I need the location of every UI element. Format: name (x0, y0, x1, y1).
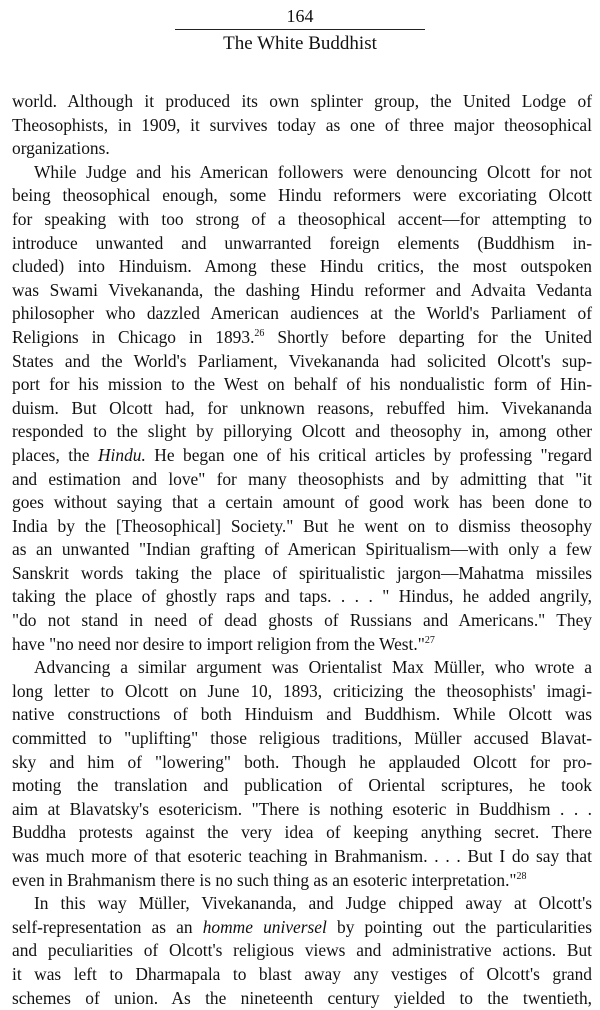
text-line: aim at Blavatsky's esotericism. "There is nothing esoteric in Buddhism . . . (12, 798, 592, 819)
text-line: for speaking with too strong of a theosophical accent—for attempting to (12, 208, 592, 229)
text-line: Buddha protests against the very idea of keeping anything secret. There (12, 822, 592, 843)
text-line: world. Although it produced its own splinter group, the United Lodge of (12, 91, 592, 111)
text-line: organizations. (12, 138, 110, 159)
text-line: schemes of union. As the nineteenth century yielded to the twentieth, (12, 987, 592, 1008)
text-line (12, 633, 592, 657)
header-rule (175, 29, 425, 30)
text-line: "do not stand in need of dead ghosts of Russians and Americans." They (12, 610, 592, 631)
text-fragment: have "no need nor desire to import religion from the West." (12, 633, 425, 654)
text-line: In this way Müller, Vivekananda, and Judge chipped away at Olcott's (34, 893, 592, 914)
running-title: The White Buddhist (223, 33, 377, 54)
text-fragment: places, the (12, 444, 98, 465)
text-line: and peculiarities of Olcott's religious views and administrative actions. But (12, 940, 592, 961)
italic-phrase: homme universel (202, 916, 327, 937)
text-fragment: Religions in Chicago in 1893. (12, 326, 255, 347)
text-fragment: by pointing out the particularities (326, 916, 592, 937)
text-line: introduce unwanted and unwarranted foreign elements (Buddhism in- (12, 232, 592, 253)
text-line: as an unwanted "Indian grafting of American Spiritualism—with only a few (12, 539, 592, 560)
text-line: States and the World's Parliament, Vivekananda had solicited Olcott's sup- (12, 350, 592, 371)
text-line: and estimation and love" for many theosophists and by admitting that "it (12, 468, 592, 489)
text-fragment: Shortly before departing for the United (264, 326, 592, 347)
text-line: it was left to Dharmapala to blast away any vestiges of Olcott's grand (12, 963, 592, 984)
text-line (12, 444, 592, 468)
text-fragment: He began one of his critical articles by professing "regard (145, 444, 592, 465)
text-line: While Judge and his American followers were denouncing Olcott for not (34, 161, 592, 182)
text-line: sky and him of "lowering" both. Though he applauded Olcott for pro- (12, 751, 592, 772)
text-line: duism. But Olcott had, for unknown reasons, rebuffed him. Vivekananda (12, 397, 592, 418)
text-fragment: even in Brahmanism there is no such thing as an esoteric interpretation." (12, 869, 517, 890)
body-text (12, 90, 592, 1010)
text-line: long letter to Olcott on June 10, 1893, criticizing the theosophists' imagi- (12, 680, 592, 701)
text-line: Theosophists, in 1909, it survives today as one of three major theosophical (12, 114, 592, 135)
text-line: port for his mission to the West on behalf of his nondualistic form of Hin- (12, 374, 592, 395)
footnote-marker: 28 (516, 870, 527, 882)
text-line: philosopher who dazzled American audiences at the World's Parliament of (12, 303, 592, 324)
text-line: moting the translation and publication of Oriental scriptures, he took (12, 775, 592, 796)
text-line: was Swami Vivekananda, the dashing Hindu reformer and Advaita Vedanta (12, 279, 592, 300)
text-line (12, 326, 592, 350)
footnote-marker: 26 (254, 327, 265, 339)
text-line: taking the place of ghostly raps and taps. . . . " Hindus, he added angrily, (12, 586, 592, 607)
italic-title: Hindu. (97, 444, 146, 465)
text-line: cluded) into Hinduism. Among these Hindu critics, the most outspoken (12, 256, 592, 277)
footnote-marker: 27 (424, 634, 435, 646)
text-line: goes without saying that a certain amount of good work has been done to (12, 492, 592, 513)
text-fragment: self-representation as an (12, 916, 203, 937)
text-line: Sanskrit words taking the place of spiritualistic jargon—Mahatma missiles (12, 562, 592, 583)
page-number: 164 (286, 6, 314, 26)
text-line: Advancing a similar argument was Orientalist Max Müller, who wrote a (34, 657, 592, 678)
text-line: India by the [Theosophical] Society." But he went on to dismiss theosophy (12, 515, 592, 536)
text-line (12, 869, 592, 893)
text-line: committed to "uplifting" those religious traditions, Müller accused Blavat- (12, 728, 592, 749)
text-line: native constructions of both Hinduism and Buddhism. While Olcott was (12, 704, 592, 725)
text-line: responded to the slight by pillorying Olcott and theosophy in, among other (12, 421, 592, 442)
text-line (12, 916, 592, 940)
text-line: being theosophical enough, some Hindu reformers were excoriating Olcott (12, 185, 592, 206)
text-line: was much more of that esoteric teaching in Brahmanism. . . . But I do say that (12, 846, 592, 866)
